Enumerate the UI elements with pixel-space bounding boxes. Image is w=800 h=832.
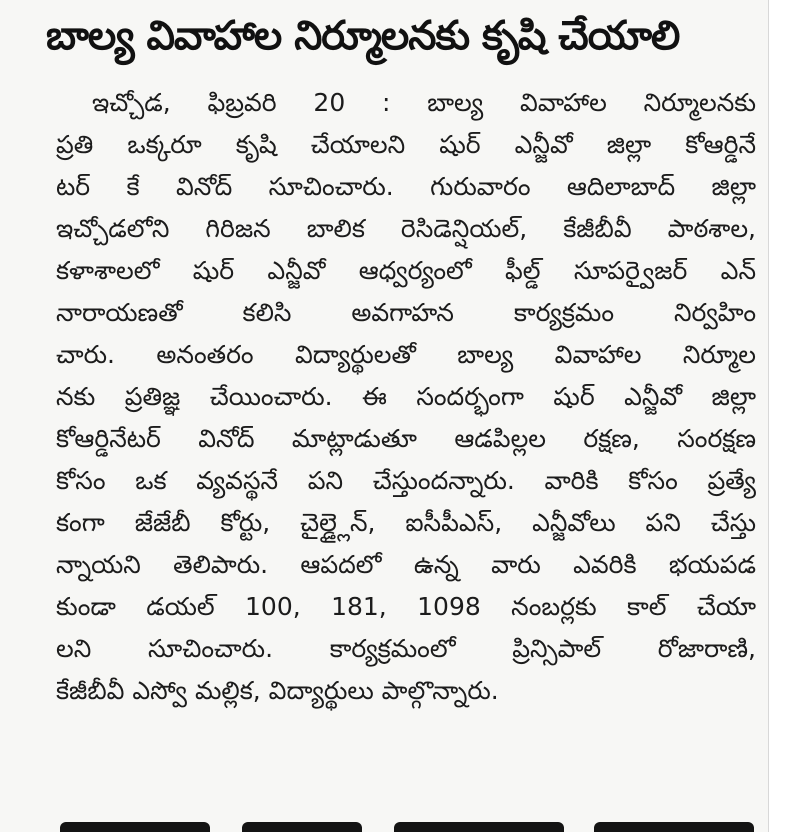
cropped-glyph-fragment [60, 822, 210, 832]
article-line: కోఆర్డినేటర్ వినోద్ మాట్లాడుతూ ఆడపిల్లల రక్షణ, సంరక్షణ [56, 424, 756, 453]
column-divider [768, 0, 800, 832]
article-line: కోసం ఒక వ్యవస్థనే పని చేస్తుందన్నారు. వారికి కోసం ప్రత్యే [56, 466, 756, 495]
cropped-next-headline [46, 806, 768, 832]
article-line: నకు ప్రతిజ్ఞ చేయించారు. ఈ సందర్భంగా షుర్ ఎన్జీవో జిల్లా [56, 382, 756, 411]
article-line: ప్రతి ఒక్కరూ కృషి చేయాలని షుర్ ఎన్జీవో జిల్లా కోఆర్డినే [56, 130, 756, 159]
article-line: కంగా జేజేబీ కోర్టు, చైల్డ్లైన్, ఐసీపీఎస్, ఎన్జీవోలు పని చేస్తు [56, 508, 756, 537]
article-line: లని సూచించారు. కార్యక్రమంలో ప్రిన్సిపాల్ రోజారాణి, [56, 634, 756, 663]
cropped-glyph-fragment [594, 822, 754, 832]
article-line: ఇచ్చోడలోని గిరిజన బాలిక రెసిడెన్షియల్, కేజీబీవీ పాఠశాల, [56, 214, 756, 243]
article-line: కళాశాలలో షుర్ ఎన్జీవో ఆధ్వర్యంలో ఫీల్డ్ సూపర్వైజర్ ఎన్ [56, 256, 756, 285]
article-line: కేజీబీవీ ఎస్వో మల్లిక, విద్యార్థులు పాల్గొన్నారు. [56, 676, 499, 705]
article-line: టర్ కే వినోద్ సూచించారు. గురువారం ఆదిలాబాద్ జిల్లా [56, 172, 756, 201]
cropped-glyph-fragment [394, 822, 564, 832]
cropped-glyph-fragment [242, 822, 362, 832]
article-headline: బాల్య వివాహాల నిర్మూలనకు కృషి చేయాలి [46, 13, 680, 59]
article-line: న్నాయని తెలిపారు. ఆపదలో ఉన్న వారు ఎవరికి భయపడ [56, 550, 756, 579]
article-body [56, 82, 756, 712]
article-line: ఇచ్చోడ, ఫిబ్రవరి 20 : బాల్య వివాహాల నిర్మూలనకు [92, 88, 756, 117]
article-line: నారాయణతో కలిసి అవగాహన కార్యక్రమం నిర్వహిం [56, 298, 756, 327]
article-line: చారు. అనంతరం విద్యార్థులతో బాల్య వివాహాల నిర్మూల [56, 340, 756, 369]
article-line: కుండా డయల్ 100, 181, 1098 నంబర్లకు కాల్ చేయా [56, 592, 756, 621]
